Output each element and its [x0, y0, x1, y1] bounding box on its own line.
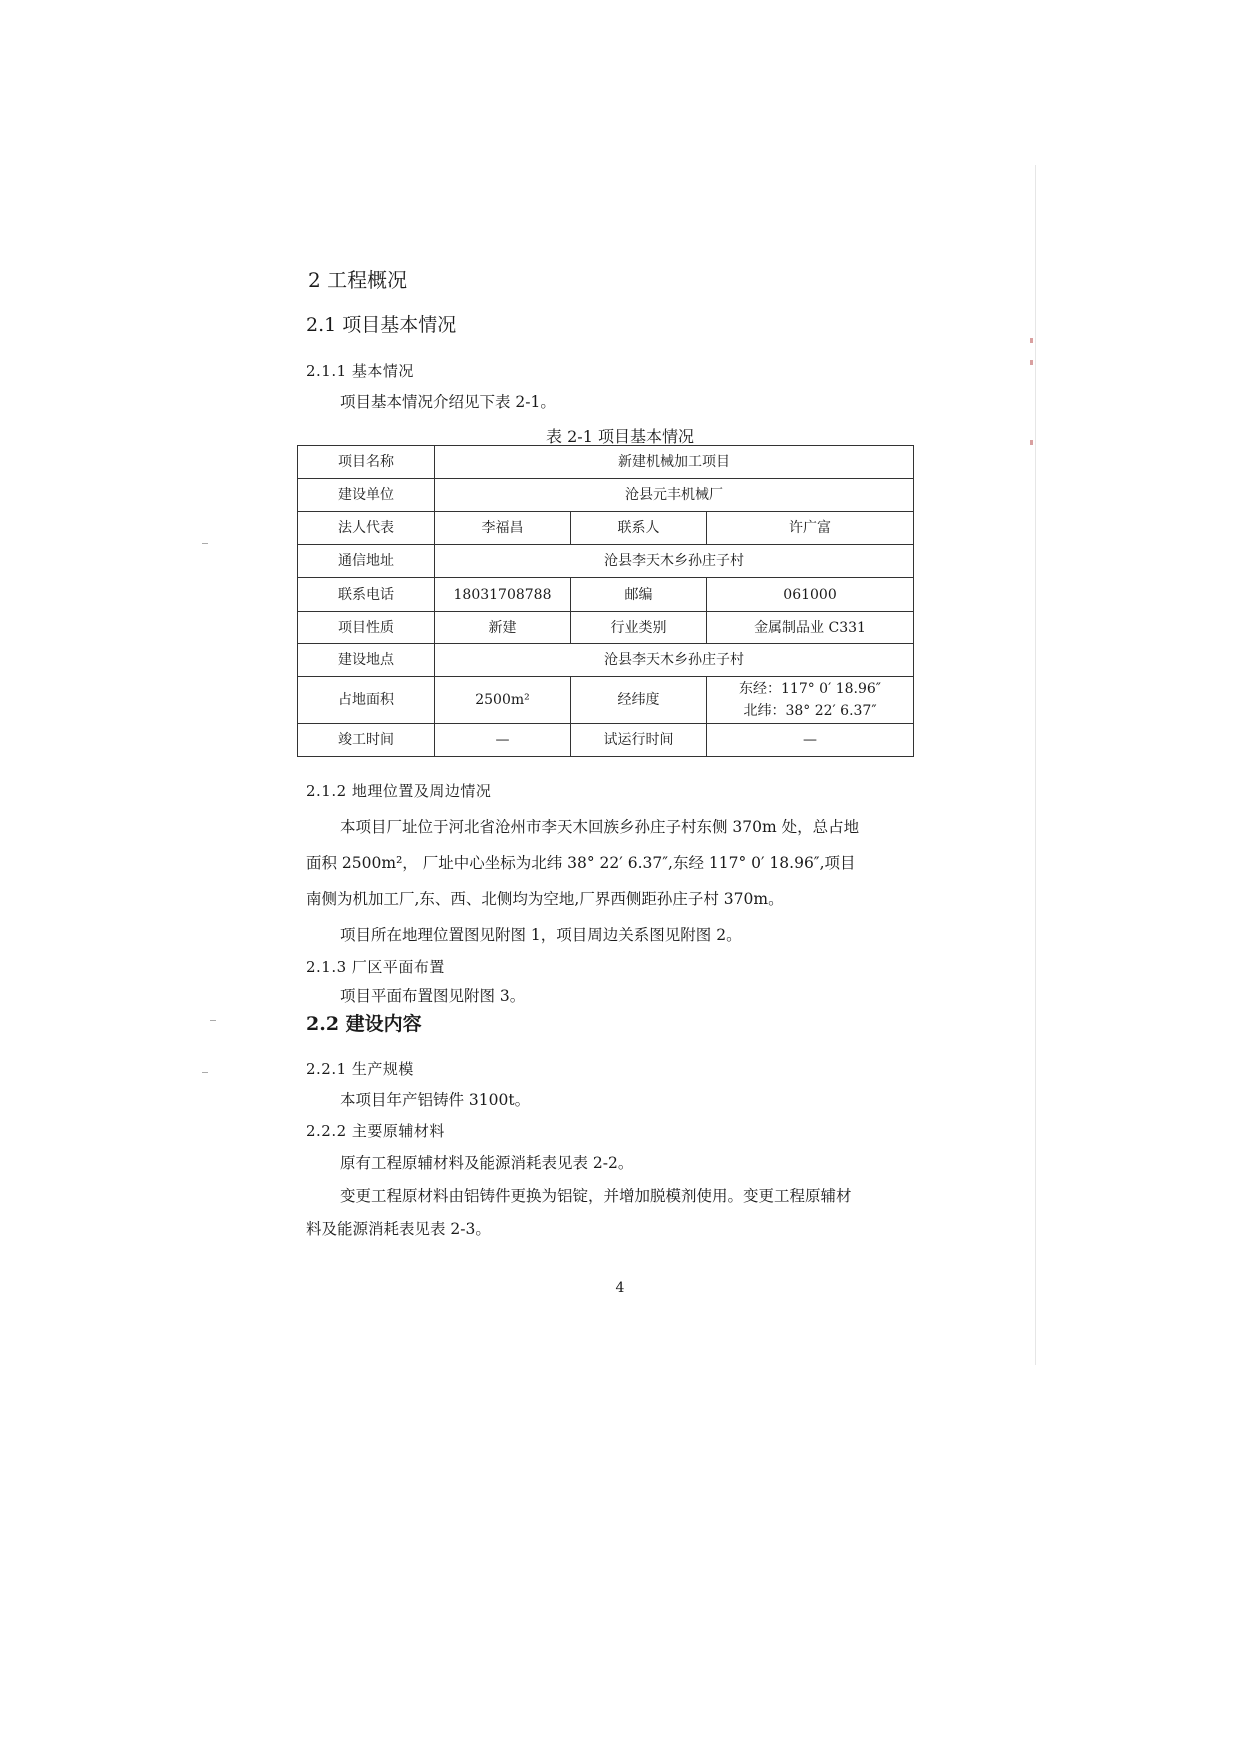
table-value-cell	[707, 677, 914, 724]
chapter-heading: 2 工程概况	[308, 268, 408, 292]
table-row	[298, 644, 914, 677]
subsection-title-2-1-3: 2.1.3 厂区平面布置	[306, 958, 445, 976]
paragraph-line: 料及能源消耗表见表 2-3。	[306, 1220, 491, 1238]
table-value-cell: —	[435, 724, 571, 757]
table-value-cell: 沧县李天木乡孙庄子村	[435, 644, 914, 677]
subsection-title-2-2-2: 2.2.2 主要原辅材料	[306, 1122, 445, 1140]
table-row	[298, 479, 914, 512]
table-label-cell: 联系人	[571, 512, 707, 545]
scan-mark	[202, 543, 208, 544]
coord-east: 东经：117° 0′ 18.96″	[739, 681, 882, 697]
project-info-table	[297, 445, 914, 757]
paragraph-line: 原有工程原辅材料及能源消耗表见表 2-2。	[340, 1154, 634, 1172]
scan-edge-line	[1035, 165, 1036, 1365]
paragraph-line: 项目所在地理位置图见附图 1，项目周边关系图见附图 2。	[340, 926, 742, 944]
table-label-cell: 竣工时间	[298, 724, 435, 757]
table-row	[298, 612, 914, 644]
page-number: 4	[615, 1280, 625, 1296]
table-value-cell: 沧县李天木乡孙庄子村	[435, 545, 914, 578]
coord-north: 北纬：38° 22′ 6.37″	[743, 703, 877, 719]
scan-mark	[202, 1072, 208, 1073]
table-value-cell: 18031708788	[435, 578, 571, 612]
table-value-cell: 2500m²	[435, 677, 571, 724]
paragraph-line: 变更工程原材料由铝铸件更换为铝锭，并增加脱模剂使用。变更工程原辅材	[340, 1187, 852, 1205]
table-label-cell: 通信地址	[298, 545, 435, 578]
table-label-cell: 经纬度	[571, 677, 707, 724]
table-row	[298, 446, 914, 479]
paragraph-line: 本项目年产铝铸件 3100t。	[340, 1091, 531, 1109]
table-value-cell: 李福昌	[435, 512, 571, 545]
table-value-cell: 金属制品业 C331	[707, 612, 914, 644]
paragraph-line: 本项目厂址位于河北省沧州市李天木回族乡孙庄子村东侧 370m 处，总占地	[340, 818, 860, 836]
section-heading-2-1: 2.1 项目基本情况	[306, 314, 457, 336]
table-row	[298, 545, 914, 578]
scan-mark	[1030, 360, 1033, 365]
table-label-cell: 联系电话	[298, 578, 435, 612]
table-label-cell: 邮编	[571, 578, 707, 612]
subsection-title-2-1-2: 2.1.2 地理位置及周边情况	[306, 782, 492, 800]
table-label-cell: 项目性质	[298, 612, 435, 644]
table-label-cell: 法人代表	[298, 512, 435, 545]
table-value-cell: 许广富	[707, 512, 914, 545]
table-value-cell: 新建	[435, 612, 571, 644]
subsection-title-2-1-1: 2.1.1 基本情况	[306, 362, 414, 380]
table-row	[298, 512, 914, 545]
scan-mark	[210, 1020, 216, 1021]
section-heading-2-2: 2.2 建设内容	[306, 1013, 422, 1035]
table-label-cell: 试运行时间	[571, 724, 707, 757]
table-label-cell: 占地面积	[298, 677, 435, 724]
table-row	[298, 677, 914, 724]
table-caption: 表 2-1 项目基本情况	[546, 427, 694, 446]
table-label-cell: 行业类别	[571, 612, 707, 644]
table-label-cell: 建设地点	[298, 644, 435, 677]
table-row	[298, 578, 914, 612]
paragraph-line: 项目平面布置图见附图 3。	[340, 987, 526, 1005]
table-intro-text: 项目基本情况介绍见下表 2-1。	[340, 393, 556, 411]
table-value-cell: 061000	[707, 578, 914, 612]
table-row	[298, 724, 914, 757]
paragraph-line: 南侧为机加工厂,东、西、北侧均为空地,厂界西侧距孙庄子村 370m。	[306, 890, 784, 908]
table-value-cell: 沧县元丰机械厂	[435, 479, 914, 512]
table-value-cell: 新建机械加工项目	[435, 446, 914, 479]
scan-mark	[1030, 338, 1033, 343]
subsection-title-2-2-1: 2.2.1 生产规模	[306, 1060, 414, 1078]
table-label-cell: 项目名称	[298, 446, 435, 479]
table-value-cell: —	[707, 724, 914, 757]
table-label-cell: 建设单位	[298, 479, 435, 512]
paragraph-line: 面积 2500m²， 厂址中心坐标为北纬 38° 22′ 6.37″,东经 117° 0′ 18.96″,项目	[306, 854, 856, 872]
